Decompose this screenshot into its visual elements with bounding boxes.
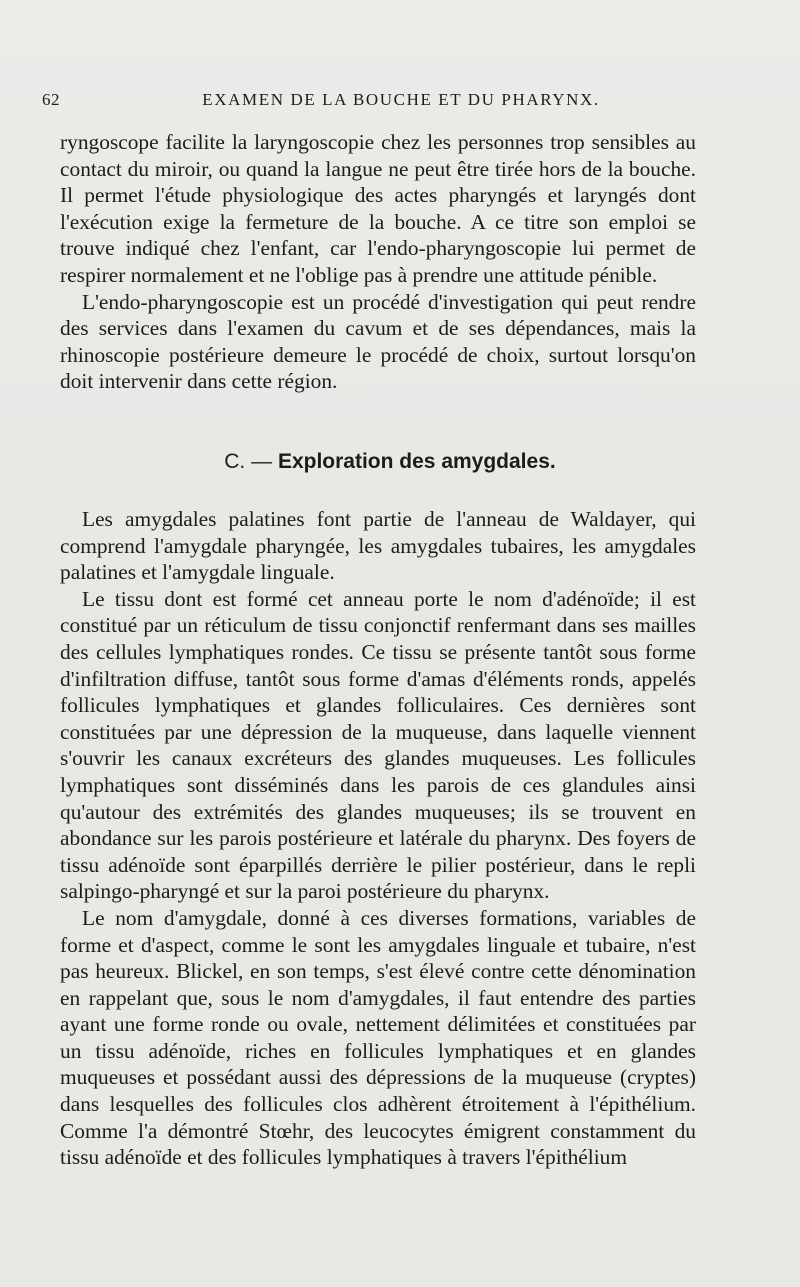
text-block-top	[60, 129, 696, 395]
section-dash: —	[251, 450, 273, 473]
paragraph: Le nom d'amygdale, donné à ces diverses formations, variables de forme et d'aspect, comme le sont les amygdales linguale et tubaire, n'est pas heureux. Blickel, en son temps, s'est élevé contre cette dénomination en rappelant que, sous le nom d'amygdales, il faut entendre des parties ayant une forme ronde ou ovale, nettement délimitées et constituées par un tissu adénoïde, riches en follicules lymphatiques et en glandes muqueuses et possédant aussi des dépressions de la muqueuse (cryptes) dans lesquelles des follicules clos adhèrent étroitement à l'épithélium. Comme l'a démontré Stœhr, des leucocytes émigrent constamment du tissu adénoïde et des follicules lymphatiques à travers l'épithélium	[60, 905, 696, 1170]
running-title: EXAMEN DE LA BOUCHE ET DU PHARYNX.	[202, 90, 600, 109]
paragraph: Les amygdales palatines font partie de l'anneau de Waldayer, qui comprend l'amygdale pharyngée, les amygdales tubaires, les amygdales palatines et l'amygdale linguale.	[60, 507, 696, 585]
paragraph-continued: ryngoscope facilite la laryngoscopie chez les personnes trop sensibles au contact du miroir, ou quand la langue ne peut être tirée hors de la bouche. Il permet l'étude physiologique des actes pharyngés et laryngés dont l'exécution exige la fermeture de la bouche. A ce titre son emploi se trouve indiqué chez l'enfant, car l'endo-pharyngoscopie lui permet de respirer normalement et ne l'oblige pas à prendre une attitude pénible.	[60, 130, 696, 287]
page-header	[42, 90, 760, 116]
section-title: Exploration des amygdales.	[277, 450, 556, 473]
paragraph: L'endo-pharyngoscopie est un procédé d'investigation qui peut rendre des services dans l'examen du cavum et de ses dépendances, mais la rhinoscopie postérieure demeure le procédé de choix, surtout lorsqu'on doit intervenir dans cette région.	[60, 289, 696, 394]
paragraph: Le tissu dont est formé cet anneau porte le nom d'adénoïde; il est constitué par un réticulum de tissu conjonctif renfermant dans ses mailles des cellules lymphatiques rondes. Ce tissu se présente tantôt sous forme d'infiltration diffuse, tantôt sous forme d'amas d'éléments ronds, appelés follicules lymphatiques et glandes folliculaires. Ces dernières sont constituées par une dépression de la muqueuse, dans laquelle viennent s'ouvrir les canaux excréteurs des glandes muqueuses. Les follicules lymphatiques sont disséminés dans les parois de ces glandules ainsi qu'autour des extrémités des glandes muqueuses; ils se trouvent en abondance sur les parois postérieure et latérale du pharynx. Des foyers de tissu adénoïde sont éparpillés derrière le pilier postérieur, dans le repli salpingo-pharyngé et sur la paroi postérieure du pharynx.	[60, 586, 696, 904]
section-label: C.	[224, 450, 246, 473]
page-number: 62	[42, 90, 60, 109]
section-heading	[60, 450, 720, 474]
text-block-bottom	[60, 506, 696, 1171]
